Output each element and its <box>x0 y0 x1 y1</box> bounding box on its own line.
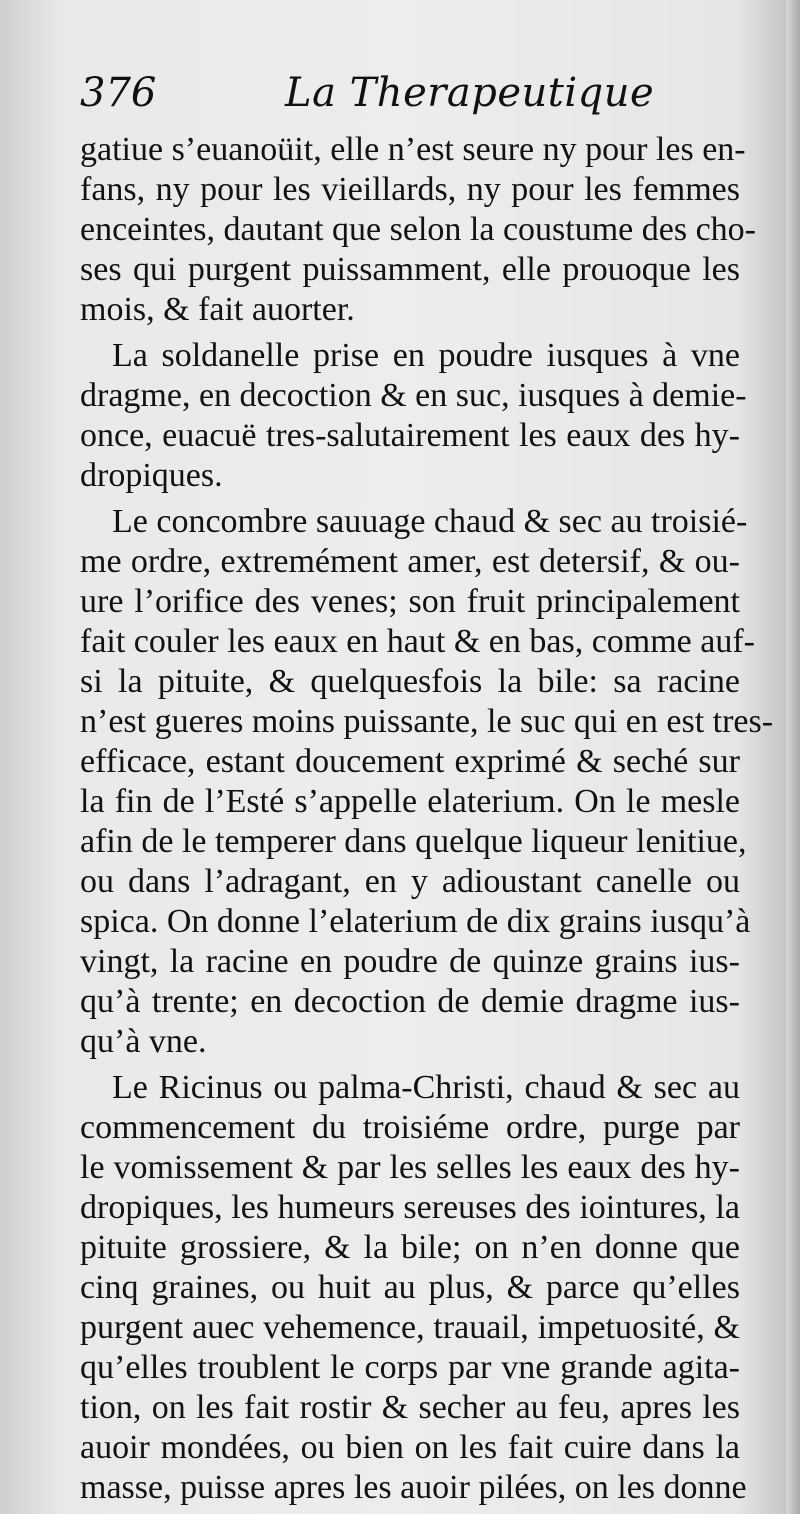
text-line: once, euacuë tres-salutairement les eaux des hy- <box>80 417 740 454</box>
text-line: qu’à vne. <box>80 1023 207 1060</box>
page-number: 376 <box>80 70 157 116</box>
running-title: La Therapeutique <box>285 70 655 116</box>
text-line: auoir mondées, ou bien on les fait cuire dans la <box>80 1429 740 1466</box>
text-line: ou dans l’adragant, en y adioustant canelle ou <box>80 863 740 900</box>
text-line: pituite grossiere, & la bile; on n’en donne que <box>80 1229 740 1266</box>
text-line: vingt, la racine en poudre de quinze grains ius- <box>80 943 740 980</box>
text-line: si la pituite, & quelquesfois la bile: sa racine <box>80 663 740 700</box>
body-text <box>80 130 774 1508</box>
text-line: commencement du troisiéme ordre, purge par <box>80 1109 740 1146</box>
text-line: purgent auec vehemence, trauail, impetuosité, & <box>80 1309 740 1346</box>
page-gutter <box>786 0 800 1514</box>
text-line: efficace, estant doucement exprimé & seché sur <box>80 743 740 780</box>
text-line: la fin de l’Esté s’appelle elaterium. On le mesle <box>80 783 740 820</box>
text-line: gatiue s’euanoüit, elle n’est seure ny pour les en- <box>80 131 746 168</box>
text-line: Le concombre sauuage chaud & sec au troisié- <box>112 503 748 540</box>
text-line: Le Ricinus ou palma-Christi, chaud & sec au <box>112 1069 740 1106</box>
text-line: dragme, en decoction & en suc, iusques à demie- <box>80 377 747 414</box>
text-line: spica. On donne l’elaterium de dix grains iusqu’à <box>80 903 751 940</box>
text-line: qu’à trente; en decoction de demie dragme ius- <box>80 983 740 1020</box>
text-line: mois, & fait auorter. <box>80 291 355 328</box>
text-line: dropiques, les humeurs sereuses des iointures, la <box>80 1189 740 1226</box>
text-line: La soldanelle prise en poudre iusques à vne <box>112 337 740 374</box>
text-line: me ordre, extremément amer, est detersif, & ou- <box>80 543 740 580</box>
text-line: ure l’orifice des venes; son fruit principalement <box>80 583 740 620</box>
text-line: masse, puisse apres les auoir pilées, on les donne <box>80 1469 747 1506</box>
text-line: enceintes, dautant que selon la coustume des cho- <box>80 211 756 248</box>
text-line: ses qui purgent puissamment, elle prouoque les <box>80 251 740 288</box>
text-line: n’est gueres moins puissante, le suc qui en est tres- <box>80 703 774 740</box>
page-header <box>80 70 740 130</box>
text-line: qu’elles troublent le corps par vne grande agita- <box>80 1349 740 1386</box>
text-line: fait couler les eaux en haut & en bas, comme auf- <box>80 623 756 660</box>
text-line: fans, ny pour les vieillards, ny pour les femmes <box>80 171 740 208</box>
text-line: cinq graines, ou huit au plus, & parce qu’elles <box>80 1269 740 1306</box>
text-line: tion, on les fait rostir & secher au feu, apres les <box>80 1389 740 1426</box>
text-line: le vomissement & par les selles les eaux des hy- <box>80 1149 740 1186</box>
text-line: afin de le temperer dans quelque liqueur lenitiue, <box>80 823 747 860</box>
text-line: dropiques. <box>80 457 223 494</box>
